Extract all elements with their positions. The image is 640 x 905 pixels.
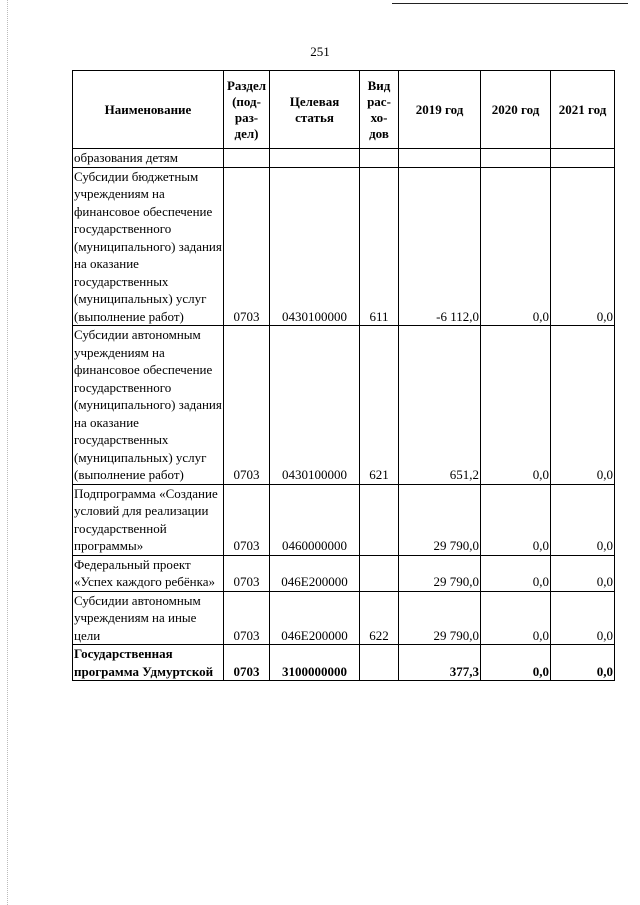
cell-target: 046E200000 xyxy=(270,591,360,645)
cell-expense-type xyxy=(360,484,399,555)
header-section: Раздел (под-раз-дел) xyxy=(224,71,270,149)
cell-section: 0703 xyxy=(224,555,270,591)
cell-expense-type: 621 xyxy=(360,326,399,485)
page-number: 251 xyxy=(310,44,330,59)
cell-2019: -6 112,0 xyxy=(399,167,481,326)
header-2020: 2020 год xyxy=(481,71,551,149)
cell-2019: 29 790,0 xyxy=(399,555,481,591)
cell-section xyxy=(224,149,270,168)
header-expense-type: Вид рас-хо-дов xyxy=(360,71,399,149)
cell-2019: 29 790,0 xyxy=(399,591,481,645)
cell-expense-type xyxy=(360,645,399,681)
cell-section: 0703 xyxy=(224,167,270,326)
cell-2021: 0,0 xyxy=(551,591,615,645)
cell-2019 xyxy=(399,149,481,168)
cell-section: 0703 xyxy=(224,591,270,645)
table-row xyxy=(73,555,615,591)
cell-2021: 0,0 xyxy=(551,555,615,591)
cell-2019: 29 790,0 xyxy=(399,484,481,555)
cell-name: Государственная программа Удмуртской xyxy=(73,645,224,681)
cell-section: 0703 xyxy=(224,645,270,681)
table-row xyxy=(73,591,615,645)
cell-2021: 0,0 xyxy=(551,484,615,555)
cell-2020: 0,0 xyxy=(481,591,551,645)
cell-2020: 0,0 xyxy=(481,326,551,485)
cell-name: образования детям xyxy=(73,149,224,168)
cell-2021: 0,0 xyxy=(551,645,615,681)
table-row xyxy=(73,149,615,168)
table-row xyxy=(73,645,615,681)
header-2021: 2021 год xyxy=(551,71,615,149)
cell-expense-type: 622 xyxy=(360,591,399,645)
cell-target: 0430100000 xyxy=(270,326,360,485)
cell-expense-type xyxy=(360,555,399,591)
header-target: Целевая статья xyxy=(270,71,360,149)
cell-target: 0460000000 xyxy=(270,484,360,555)
cell-expense-type xyxy=(360,149,399,168)
cell-name: Федеральный проект «Успех каждого ребёнка» xyxy=(73,555,224,591)
cell-2021: 0,0 xyxy=(551,167,615,326)
cell-target: 3100000000 xyxy=(270,645,360,681)
table-row xyxy=(73,326,615,485)
top-rule xyxy=(392,3,628,4)
table-row xyxy=(73,484,615,555)
cell-2021 xyxy=(551,149,615,168)
cell-name: Подпрограмма «Создание условий для реализации государственной программы» xyxy=(73,484,224,555)
cell-target: 0430100000 xyxy=(270,167,360,326)
cell-2020 xyxy=(481,149,551,168)
cell-expense-type: 611 xyxy=(360,167,399,326)
budget-table xyxy=(72,70,615,681)
cell-2019: 377,3 xyxy=(399,645,481,681)
cell-2021: 0,0 xyxy=(551,326,615,485)
cell-name: Субсидии автономным учреждениям на финансовое обеспечение государственного (муниципального) задания на оказание государственных (муниципальных) услуг (выполнение работ) xyxy=(74,327,222,482)
cell-section: 0703 xyxy=(224,326,270,485)
left-margin-dots xyxy=(7,0,8,905)
cell-target: 046E200000 xyxy=(270,555,360,591)
header-2019: 2019 год xyxy=(399,71,481,149)
table-body xyxy=(73,149,615,681)
cell-target xyxy=(270,149,360,168)
cell-2020: 0,0 xyxy=(481,645,551,681)
table-row xyxy=(73,167,615,326)
cell-2019: 651,2 xyxy=(399,326,481,485)
cell-2020: 0,0 xyxy=(481,167,551,326)
header-name: Наименование xyxy=(73,71,224,149)
cell-name: Субсидии бюджетным учреждениям на финансовое обеспечение государственного (муниципального) задания на оказание государственных (муниципальных) услуг (выполнение работ) xyxy=(74,168,222,324)
cell-name: Субсидии автономным учреждениям на иные цели xyxy=(73,591,224,645)
cell-section: 0703 xyxy=(224,484,270,555)
table-header-row xyxy=(73,71,615,149)
cell-2020: 0,0 xyxy=(481,484,551,555)
cell-2020: 0,0 xyxy=(481,555,551,591)
